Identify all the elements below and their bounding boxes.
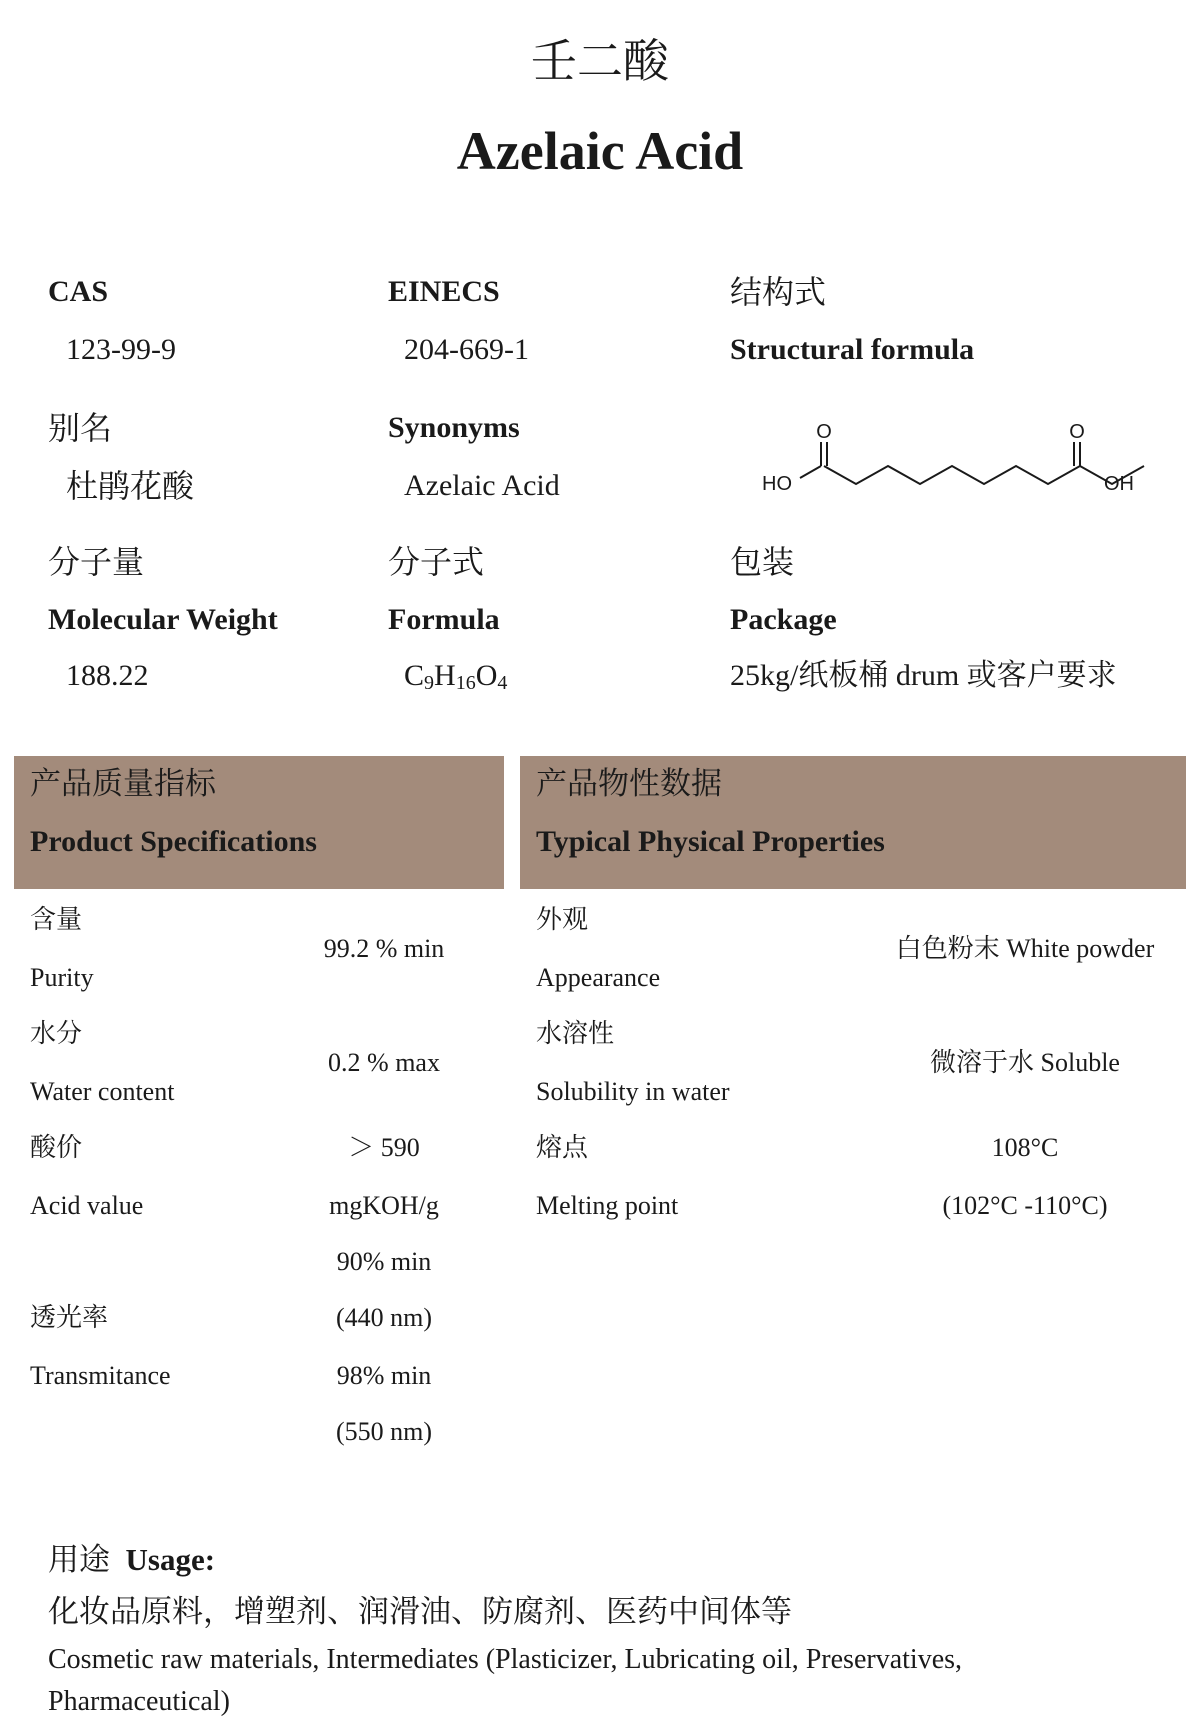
usage-text-zh: 化妆品原料，增塑剂、润滑油、防腐剂、医药中间体等 <box>48 1594 792 1629</box>
appearance-value: 白色粉末 White powder <box>895 934 1155 963</box>
acid-label-zh: 酸价 <box>30 1133 83 1162</box>
formula-value: $C_9H_{16}O_4$ <box>404 659 508 694</box>
formula-label-en: Formula <box>388 603 500 636</box>
acid-unit: mgKOH/g <box>329 1191 439 1220</box>
molecular-weight-label-zh: 分子量 <box>48 544 145 580</box>
acid-value: ＞ 590 <box>348 1133 420 1162</box>
einecs-label: EINECS <box>388 275 500 308</box>
usage-label-en: Usage: <box>125 1542 216 1577</box>
molecular-weight-value: 188.22 <box>66 659 149 692</box>
alias-label: 别名 <box>48 410 113 446</box>
synonyms-label: Synonyms <box>388 411 520 444</box>
acid-label-en: Acid value <box>30 1191 144 1220</box>
purity-value: 99.2 % min <box>323 934 445 963</box>
appearance-label-en: Appearance <box>536 963 661 992</box>
hydroxyl-left: HO <box>762 473 792 495</box>
molecular-weight-label-en: Molecular Weight <box>48 603 278 636</box>
transmitance-value-1: 90% min <box>336 1247 432 1276</box>
structure-label-en: Structural formula <box>730 333 975 366</box>
usage-label-zh: 用途 <box>48 1542 110 1577</box>
cas-label: CAS <box>48 275 109 308</box>
page-title-en: Azelaic Acid <box>456 121 744 181</box>
page-title-zh: 壬二酸 <box>531 36 669 87</box>
transmitance-wavelength-1: (440 nm) <box>335 1303 433 1332</box>
transmitance-label-zh: 透光率 <box>30 1303 109 1332</box>
structural-formula-diagram <box>748 420 1168 520</box>
alias-value: 杜鹃花酸 <box>66 468 195 504</box>
physical-header-en: Typical Physical Properties <box>536 825 885 858</box>
solubility-label-en: Solubility in water <box>536 1077 730 1106</box>
usage-text-en-line2: Pharmaceutical) <box>48 1686 230 1717</box>
einecs-value: 204-669-1 <box>404 333 529 366</box>
purity-label-en: Purity <box>30 963 94 992</box>
solubility-label-zh: 水溶性 <box>536 1019 615 1048</box>
melting-label-en: Melting point <box>536 1191 679 1220</box>
bond-ho-c1 <box>800 466 821 478</box>
synonyms-value: Azelaic Acid <box>404 469 560 502</box>
oxygen-left: O <box>816 421 832 443</box>
formula-label-zh: 分子式 <box>388 544 485 580</box>
package-label-en: Package <box>730 603 837 636</box>
water-label-en: Water content <box>30 1077 175 1106</box>
carbon-chain <box>824 466 1144 484</box>
solubility-value: 微溶于水 Soluble <box>930 1048 1120 1077</box>
structure-label-zh: 结构式 <box>730 274 827 310</box>
transmitance-label-en: Transmitance <box>30 1361 171 1390</box>
package-label-zh: 包装 <box>730 544 795 580</box>
usage-text-en-line1: Cosmetic raw materials, Intermediates (Plasticizer, Lubricating oil, Preservatives, <box>48 1644 963 1675</box>
hydroxyl-right: OH <box>1104 473 1134 495</box>
purity-label-zh: 含量 <box>30 905 83 934</box>
transmitance-wavelength-2: (550 nm) <box>335 1417 433 1446</box>
water-label-zh: 水分 <box>30 1019 83 1048</box>
melting-value: 108°C <box>991 1133 1059 1162</box>
specs-header-en: Product Specifications <box>30 825 317 858</box>
package-value: 25kg/纸板桶 drum 或客户要求 <box>730 659 1117 692</box>
melting-range: (102°C -110°C) <box>942 1191 1108 1220</box>
usage-heading <box>48 1540 215 1580</box>
physical-header-zh: 产品物性数据 <box>536 766 722 801</box>
appearance-label-zh: 外观 <box>536 905 589 934</box>
oxygen-right: O <box>1069 421 1085 443</box>
transmitance-value-2: 98% min <box>336 1361 432 1390</box>
water-value: 0.2 % max <box>328 1048 440 1077</box>
specs-header-zh: 产品质量指标 <box>30 766 216 801</box>
melting-label-zh: 熔点 <box>536 1133 589 1162</box>
cas-value: 123-99-9 <box>66 333 176 366</box>
